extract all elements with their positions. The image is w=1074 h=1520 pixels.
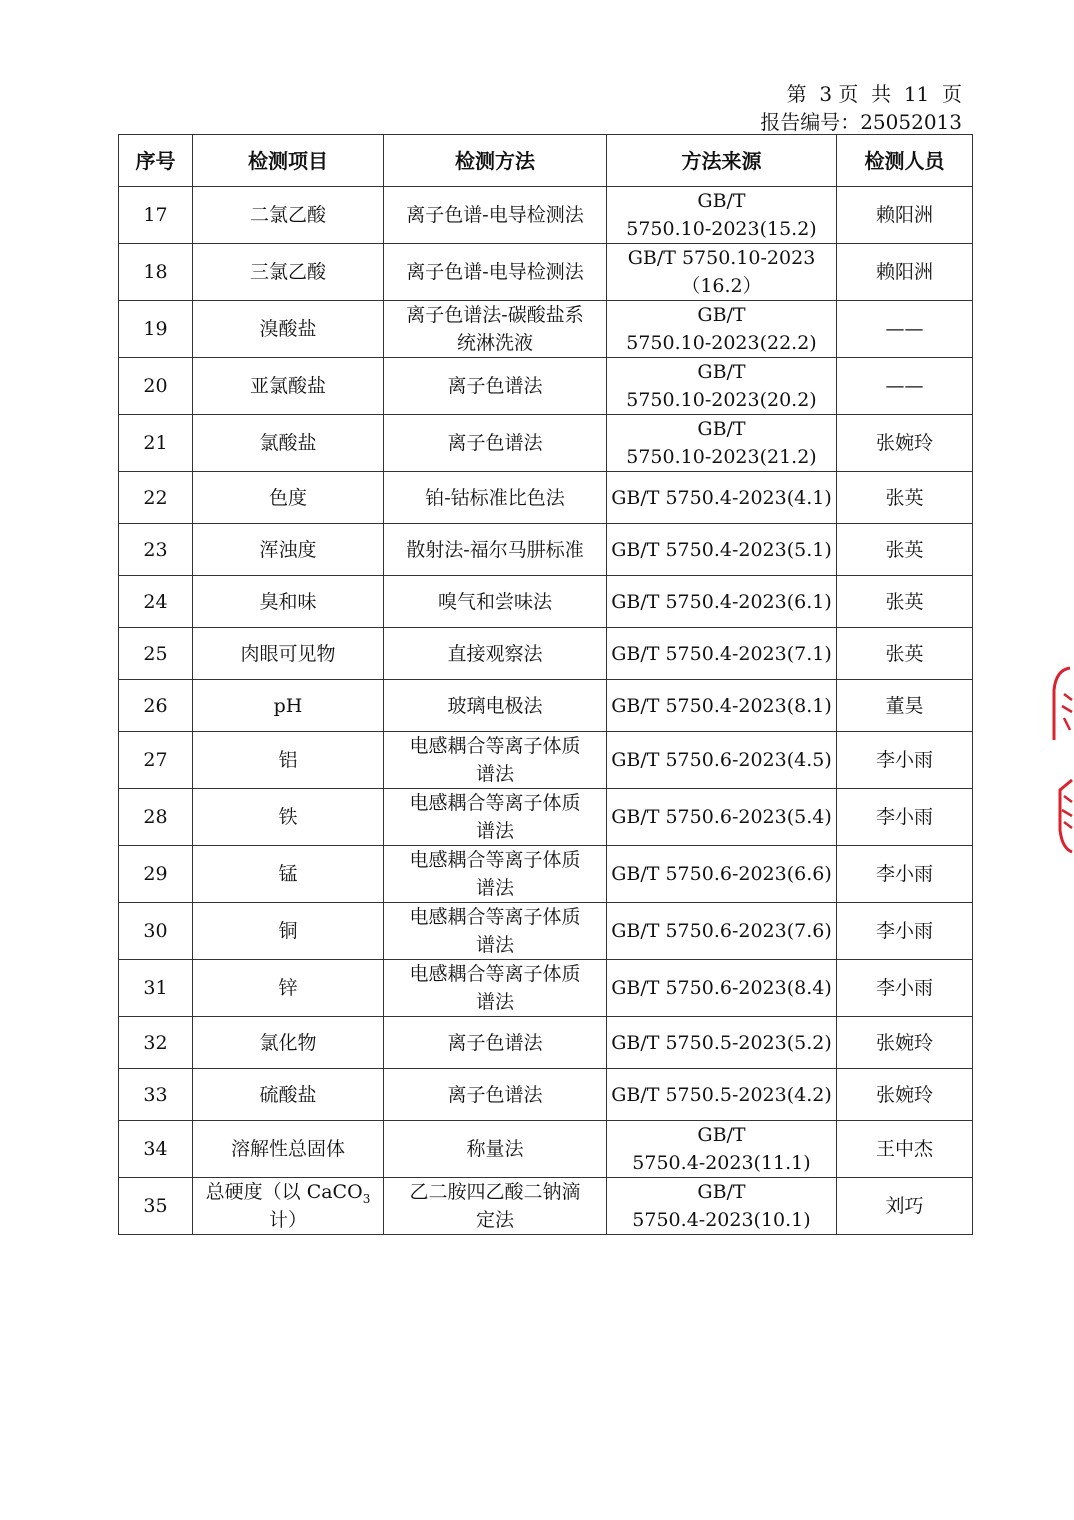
- cell-method: 离子色谱-电导检测法: [384, 187, 607, 244]
- cell-no: 24: [119, 576, 193, 628]
- cell-item: pH: [193, 680, 384, 732]
- cell-line: （16.2）: [681, 275, 762, 297]
- cell-no: 21: [119, 415, 193, 472]
- cell-line: 5750.10-2023(20.2): [626, 389, 817, 411]
- cell-person: 李小雨: [837, 903, 973, 960]
- table-row: [119, 628, 973, 680]
- cell-line: 谱法: [475, 820, 514, 842]
- cell-item: 浑浊度: [193, 524, 384, 576]
- table-row: [119, 576, 973, 628]
- cell-source: GB/T 5750.4-2023(7.1): [607, 628, 837, 680]
- cell-line: 电感耦合等离子体质: [409, 735, 581, 757]
- cell-item: 锌: [193, 960, 384, 1017]
- cell-item: 溴酸盐: [193, 301, 384, 358]
- cell-item: 氯化物: [193, 1017, 384, 1069]
- table-row: [119, 680, 973, 732]
- cell-person: 李小雨: [837, 789, 973, 846]
- cell-no: 33: [119, 1069, 193, 1121]
- cell-item: 色度: [193, 472, 384, 524]
- cell-no: 31: [119, 960, 193, 1017]
- cell-source: GB/T 5750.6-2023(5.4): [607, 789, 837, 846]
- col-header-no: 序号: [119, 135, 193, 187]
- cell-method: [384, 732, 607, 789]
- table-row: [119, 1069, 973, 1121]
- cell-no: 26: [119, 680, 193, 732]
- cell-item: [193, 1178, 384, 1235]
- cell-line: GB/T 5750.10-2023: [627, 247, 816, 269]
- table-row: [119, 358, 973, 415]
- cell-person: 刘巧: [837, 1178, 973, 1235]
- cell-person: ——: [837, 358, 973, 415]
- cell-method: 嗅气和尝味法: [384, 576, 607, 628]
- cell-no: 35: [119, 1178, 193, 1235]
- cell-method: [384, 789, 607, 846]
- cell-person: 张英: [837, 472, 973, 524]
- cell-person: 张英: [837, 576, 973, 628]
- cell-no: 30: [119, 903, 193, 960]
- table-row: [119, 732, 973, 789]
- cell-line: GB/T: [697, 1124, 746, 1146]
- cell-item: 二氯乙酸: [193, 187, 384, 244]
- cell-no: 19: [119, 301, 193, 358]
- page-number: 第 3 页 共 11 页: [786, 82, 962, 106]
- cell-no: 17: [119, 187, 193, 244]
- cell-line: 谱法: [475, 763, 514, 785]
- cell-method: [384, 846, 607, 903]
- cell-no: 29: [119, 846, 193, 903]
- cell-line: [197, 1178, 379, 1206]
- cell-item: 铁: [193, 789, 384, 846]
- table-row: [119, 846, 973, 903]
- cell-source: [607, 415, 837, 472]
- cell-person: 王中杰: [837, 1121, 973, 1178]
- cell-person: 赖阳洲: [837, 244, 973, 301]
- cell-no: 32: [119, 1017, 193, 1069]
- table-row: [119, 1121, 973, 1178]
- cell-source: GB/T 5750.4-2023(8.1): [607, 680, 837, 732]
- cell-method: [384, 903, 607, 960]
- report-number: 报告编号：25052013: [760, 110, 962, 134]
- cell-no: 18: [119, 244, 193, 301]
- cell-no: 22: [119, 472, 193, 524]
- table-row: [119, 472, 973, 524]
- item-text: 总硬度（以 CaCO: [205, 1181, 363, 1203]
- cell-item: 铜: [193, 903, 384, 960]
- cell-line: 5750.4-2023(10.1): [632, 1209, 811, 1231]
- cell-method: 离子色谱法: [384, 358, 607, 415]
- col-header-person: 检测人员: [837, 135, 973, 187]
- cell-item: 肉眼可见物: [193, 628, 384, 680]
- cell-method: 离子色谱法: [384, 415, 607, 472]
- cell-line: 谱法: [475, 991, 514, 1013]
- cell-person: 赖阳洲: [837, 187, 973, 244]
- cell-no: 27: [119, 732, 193, 789]
- cell-method: [384, 301, 607, 358]
- cell-source: [607, 244, 837, 301]
- cell-source: GB/T 5750.6-2023(6.6): [607, 846, 837, 903]
- cell-person: 董昊: [837, 680, 973, 732]
- cell-line: 定法: [475, 1209, 514, 1231]
- cell-source: GB/T 5750.4-2023(4.1): [607, 472, 837, 524]
- cell-line: 5750.10-2023(21.2): [626, 446, 817, 468]
- cell-line: 5750.10-2023(15.2): [626, 218, 817, 240]
- cell-item: 亚氯酸盐: [193, 358, 384, 415]
- cell-source: [607, 187, 837, 244]
- table-row: [119, 1017, 973, 1069]
- cell-item: 氯酸盐: [193, 415, 384, 472]
- cell-person: ——: [837, 301, 973, 358]
- subscript: 3: [362, 1191, 371, 1206]
- table-row: [119, 1178, 973, 1235]
- cell-no: 34: [119, 1121, 193, 1178]
- col-header-method: 检测方法: [384, 135, 607, 187]
- table-row: [119, 301, 973, 358]
- cell-person: 张婉玲: [837, 1017, 973, 1069]
- cell-no: 25: [119, 628, 193, 680]
- cell-line: 5750.10-2023(22.2): [626, 332, 817, 354]
- cell-item: 臭和味: [193, 576, 384, 628]
- seal-icon: [1052, 660, 1074, 860]
- cell-source: GB/T 5750.6-2023(7.6): [607, 903, 837, 960]
- cell-method: 铂-钴标准比色法: [384, 472, 607, 524]
- cell-line: 5750.4-2023(11.1): [632, 1152, 811, 1174]
- cell-source: [607, 358, 837, 415]
- cell-source: [607, 1121, 837, 1178]
- cell-no: 20: [119, 358, 193, 415]
- cell-source: GB/T 5750.5-2023(5.2): [607, 1017, 837, 1069]
- test-methods-table: [118, 134, 973, 1235]
- cell-source: GB/T 5750.4-2023(5.1): [607, 524, 837, 576]
- cell-source: GB/T 5750.4-2023(6.1): [607, 576, 837, 628]
- cell-line: 乙二胺四乙酸二钠滴: [409, 1181, 581, 1203]
- cell-person: 李小雨: [837, 732, 973, 789]
- cell-method: 离子色谱法: [384, 1069, 607, 1121]
- cell-line: 谱法: [475, 934, 514, 956]
- cell-line: 电感耦合等离子体质: [409, 792, 581, 814]
- cell-line: 谱法: [475, 877, 514, 899]
- cell-method: 离子色谱法: [384, 1017, 607, 1069]
- cell-line: 电感耦合等离子体质: [409, 906, 581, 928]
- cell-source: [607, 1178, 837, 1235]
- cell-person: 张婉玲: [837, 1069, 973, 1121]
- cell-line: 电感耦合等离子体质: [409, 963, 581, 985]
- cell-line: GB/T: [697, 418, 746, 440]
- cell-item: 铝: [193, 732, 384, 789]
- cell-no: 28: [119, 789, 193, 846]
- cell-line: 电感耦合等离子体质: [409, 849, 581, 871]
- cell-item: 溶解性总固体: [193, 1121, 384, 1178]
- cell-method: 称量法: [384, 1121, 607, 1178]
- table-header-row: [119, 135, 973, 187]
- table-row: [119, 903, 973, 960]
- cell-line: GB/T: [697, 1181, 746, 1203]
- cell-method: [384, 960, 607, 1017]
- cell-source: GB/T 5750.6-2023(4.5): [607, 732, 837, 789]
- cell-line: GB/T: [697, 190, 746, 212]
- table-row: [119, 415, 973, 472]
- cell-source: GB/T 5750.6-2023(8.4): [607, 960, 837, 1017]
- cell-line: GB/T: [697, 304, 746, 326]
- table-row: [119, 524, 973, 576]
- cell-item: 硫酸盐: [193, 1069, 384, 1121]
- table-body: [119, 187, 973, 1235]
- cell-person: 张婉玲: [837, 415, 973, 472]
- cell-person: 张英: [837, 524, 973, 576]
- cell-person: 张英: [837, 628, 973, 680]
- cell-line: 统淋洗液: [456, 332, 533, 354]
- cell-item: 三氯乙酸: [193, 244, 384, 301]
- cell-person: 李小雨: [837, 846, 973, 903]
- col-header-source: 方法来源: [607, 135, 837, 187]
- cell-source: [607, 301, 837, 358]
- cell-source: GB/T 5750.5-2023(4.2): [607, 1069, 837, 1121]
- table-row: [119, 789, 973, 846]
- red-seal-stamp: [1052, 660, 1074, 860]
- table-row: [119, 187, 973, 244]
- col-header-item: 检测项目: [193, 135, 384, 187]
- cell-method: [384, 1178, 607, 1235]
- cell-method: 玻璃电极法: [384, 680, 607, 732]
- cell-method: 离子色谱-电导检测法: [384, 244, 607, 301]
- cell-method: 散射法-福尔马肼标准: [384, 524, 607, 576]
- cell-person: 李小雨: [837, 960, 973, 1017]
- table-row: [119, 960, 973, 1017]
- cell-no: 23: [119, 524, 193, 576]
- cell-method: 直接观察法: [384, 628, 607, 680]
- cell-item: 锰: [193, 846, 384, 903]
- cell-line: GB/T: [697, 361, 746, 383]
- table-row: [119, 244, 973, 301]
- cell-line: 计）: [268, 1209, 307, 1231]
- cell-line: 离子色谱法-碳酸盐系: [406, 304, 584, 326]
